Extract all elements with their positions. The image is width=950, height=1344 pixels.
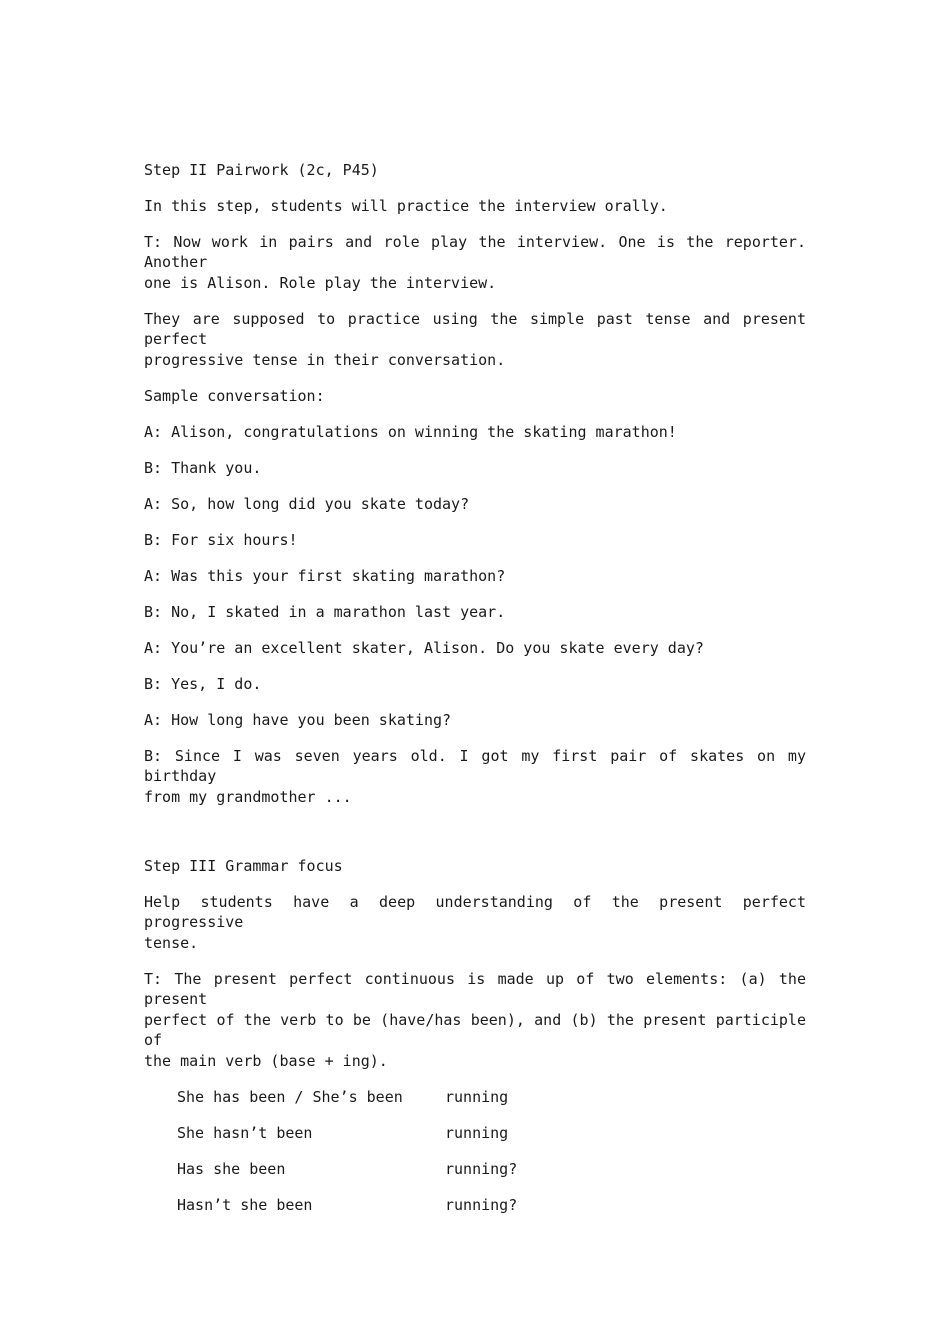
step3-teacher-line2: perfect of the verb to be (have/has been), and (b) the present participle of [144, 1011, 806, 1049]
dialogue-line: B: Thank you. [144, 459, 262, 477]
dialogue-line: A: So, how long did you skate today? [144, 495, 470, 513]
grammar-table-row [144, 1123, 806, 1159]
dialogue-line: B: For six hours! [144, 531, 298, 549]
step3-help-line2: tense. [144, 934, 199, 952]
grammar-verb: running? [445, 1160, 518, 1178]
dialogue-last-line2: from my grandmother ... [144, 788, 352, 806]
teacher-instruction-line1: T: Now work in pairs and role play the interview. One is the reporter. Another [144, 233, 806, 271]
step3-teacher-line1: T: The present perfect continuous is made up of two elements: (a) the present [144, 970, 806, 1008]
grammar-verb: running [445, 1124, 509, 1142]
teacher-instruction-line2: one is Alison. Role play the interview. [144, 274, 497, 292]
step3-teacher-line3: the main verb (base + ing). [144, 1052, 388, 1070]
grammar-table-row [144, 1159, 806, 1195]
grammar-subject: She hasn’t been [177, 1124, 313, 1142]
step2-heading: Step II Pairwork (2c, P45) [144, 161, 379, 179]
step3-help-line1: Help students have a deep understanding of the present perfect progressive [144, 893, 806, 931]
dialogue-line: B: Yes, I do. [144, 675, 262, 693]
supposed-line1: They are supposed to practice using the simple past tense and present perfect [144, 310, 806, 348]
grammar-verb: running [445, 1088, 509, 1106]
supposed-line2: progressive tense in their conversation. [144, 351, 506, 369]
sample-conversation-label: Sample conversation: [144, 387, 325, 405]
grammar-subject: Has she been [177, 1160, 286, 1178]
step3-heading: Step III Grammar focus [144, 857, 343, 875]
grammar-subject: She has been / She’s been [177, 1088, 403, 1106]
dialogue-last-line1: B: Since I was seven years old. I got my first pair of skates on my birthday [144, 747, 806, 785]
dialogue-line: A: You’re an excellent skater, Alison. Do you skate every day? [144, 639, 704, 657]
document-page [144, 160, 806, 1231]
grammar-verb: running? [445, 1196, 518, 1214]
dialogue-line: A: Was this your first skating marathon? [144, 567, 506, 585]
dialogue-line: A: Alison, congratulations on winning the skating marathon! [144, 423, 677, 441]
grammar-table-row [144, 1087, 806, 1123]
section-gap [144, 823, 806, 856]
grammar-subject: Hasn’t she been [177, 1196, 313, 1214]
dialogue-line: B: No, I skated in a marathon last year. [144, 603, 506, 621]
dialogue-line: A: How long have you been skating? [144, 711, 452, 729]
grammar-table-row [144, 1195, 806, 1231]
step2-intro: In this step, students will practice the interview orally. [144, 197, 668, 215]
